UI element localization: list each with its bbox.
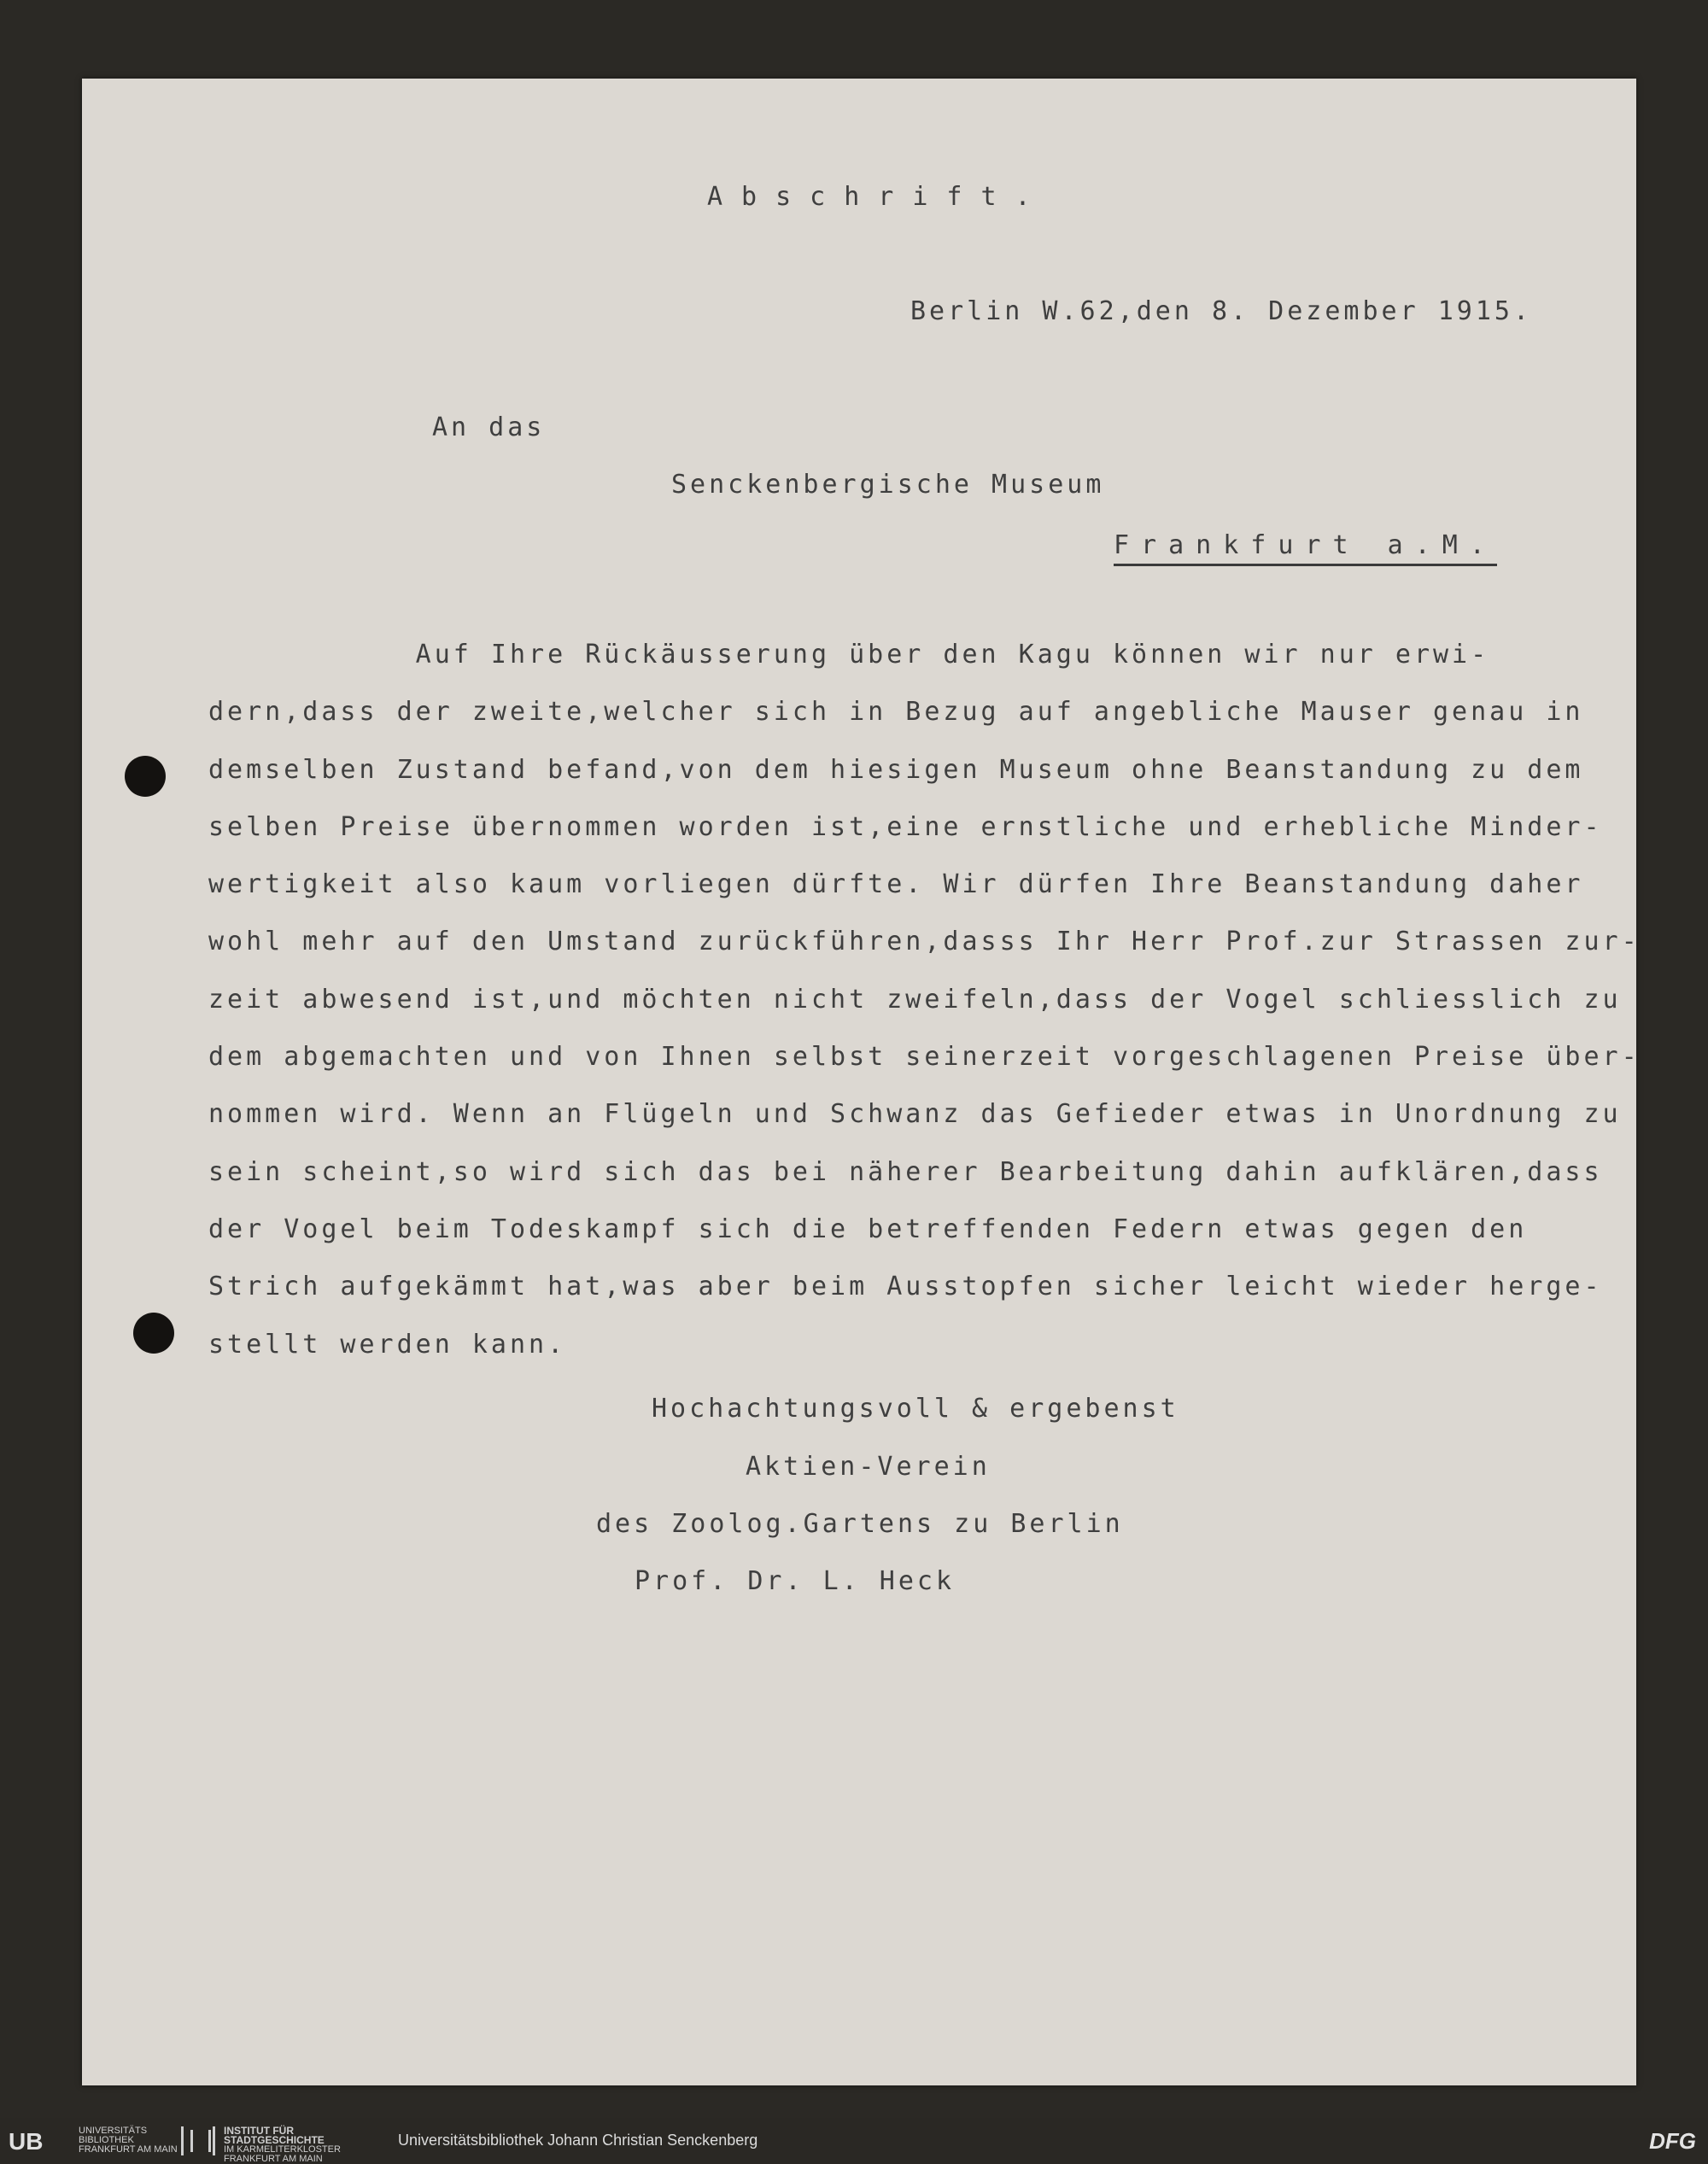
sender-organization-detail: des Zoolog.Gartens zu Berlin [596,1509,1124,1539]
ub-logo[interactable]: UB [9,2128,44,2155]
body-line: demselben Zustand befand,von dem hiesigen Museum ohne Beanstandung zu dem [208,754,1584,785]
dfg-logo[interactable]: DFG [1649,2128,1696,2154]
body-line: sein scheint,so wird sich das bei näherer Bearbeitung dahin aufklären,dass [208,1156,1603,1187]
letter-body [208,640,1641,1388]
punch-hole [133,1313,174,1354]
institute-wordmark-line: FRANKFURT AM MAIN [224,2154,323,2164]
body-line: stellt werden kann. [208,1329,567,1360]
body-line: wertigkeit also kaum vorliegen dürfte. Wir dürfen Ihre Beanstandung daher [208,869,1584,900]
institute-logo-icon[interactable] [181,2126,215,2155]
body-line: dern,dass der zweite,welcher sich in Bezug auf angebliche Mauser genau in [208,697,1584,728]
institute-wordmark [224,2126,341,2164]
recipient-city: Frankfurt a.M. [1114,533,1497,566]
salutation: An das [432,412,546,442]
date-line: Berlin W.62,den 8. Dezember 1915. [910,296,1533,326]
institute-wordmark-line: IM KARMELITERKLOSTER [224,2144,341,2155]
ub-wordmark-line: UNIVERSITÄTS [79,2126,148,2136]
body-line: dem abgemachten und von Ihnen selbst seinerzeit vorgeschlagenen Preise über- [208,1042,1641,1073]
ub-wordmark-line: FRANKFURT AM MAIN [79,2144,178,2155]
body-line: selben Preise übernommen worden ist,eine ernstliche und erhebliche Minder- [208,811,1603,842]
document-title: Abschrift. [707,182,1050,212]
library-name-link[interactable]: Universitätsbibliothek Johann Christian Senckenberg [398,2132,758,2149]
recipient-name: Senckenbergische Museum [671,470,1105,500]
sender-organization: Aktien-Verein [746,1452,991,1482]
body-line: zeit abwesend ist,und möchten nicht zweifeln,dass der Vogel schliesslich zu [208,984,1622,1015]
ub-wordmark-line: BIBLIOTHEK [79,2135,134,2145]
body-line: der Vogel beim Todeskampf sich die betreffenden Federn etwas gegen den [208,1214,1528,1244]
punch-hole [125,756,166,797]
ub-wordmark [79,2126,178,2155]
institute-wordmark-line: STADTGESCHICHTE [224,2134,325,2146]
body-line: wohl mehr auf den Umstand zurückführen,dasss Ihr Herr Prof.zur Strassen zur- [208,927,1641,957]
signer-name: Prof. Dr. L. Heck [635,1566,956,1596]
institute-wordmark-line: INSTITUT FÜR [224,2125,294,2137]
body-line: Auf Ihre Rückäusserung über den Kagu können wir nur erwi- [208,640,1490,670]
closing-formula: Hochachtungsvoll & ergebenst [652,1394,1179,1424]
body-line: nommen wird. Wenn an Flügeln und Schwanz das Gefieder etwas in Unordnung zu [208,1099,1622,1130]
body-line: Strich aufgekämmt hat,was aber beim Ausstopfen sicher leicht wieder herge- [208,1272,1603,1302]
viewer-footer [0,2118,1708,2164]
